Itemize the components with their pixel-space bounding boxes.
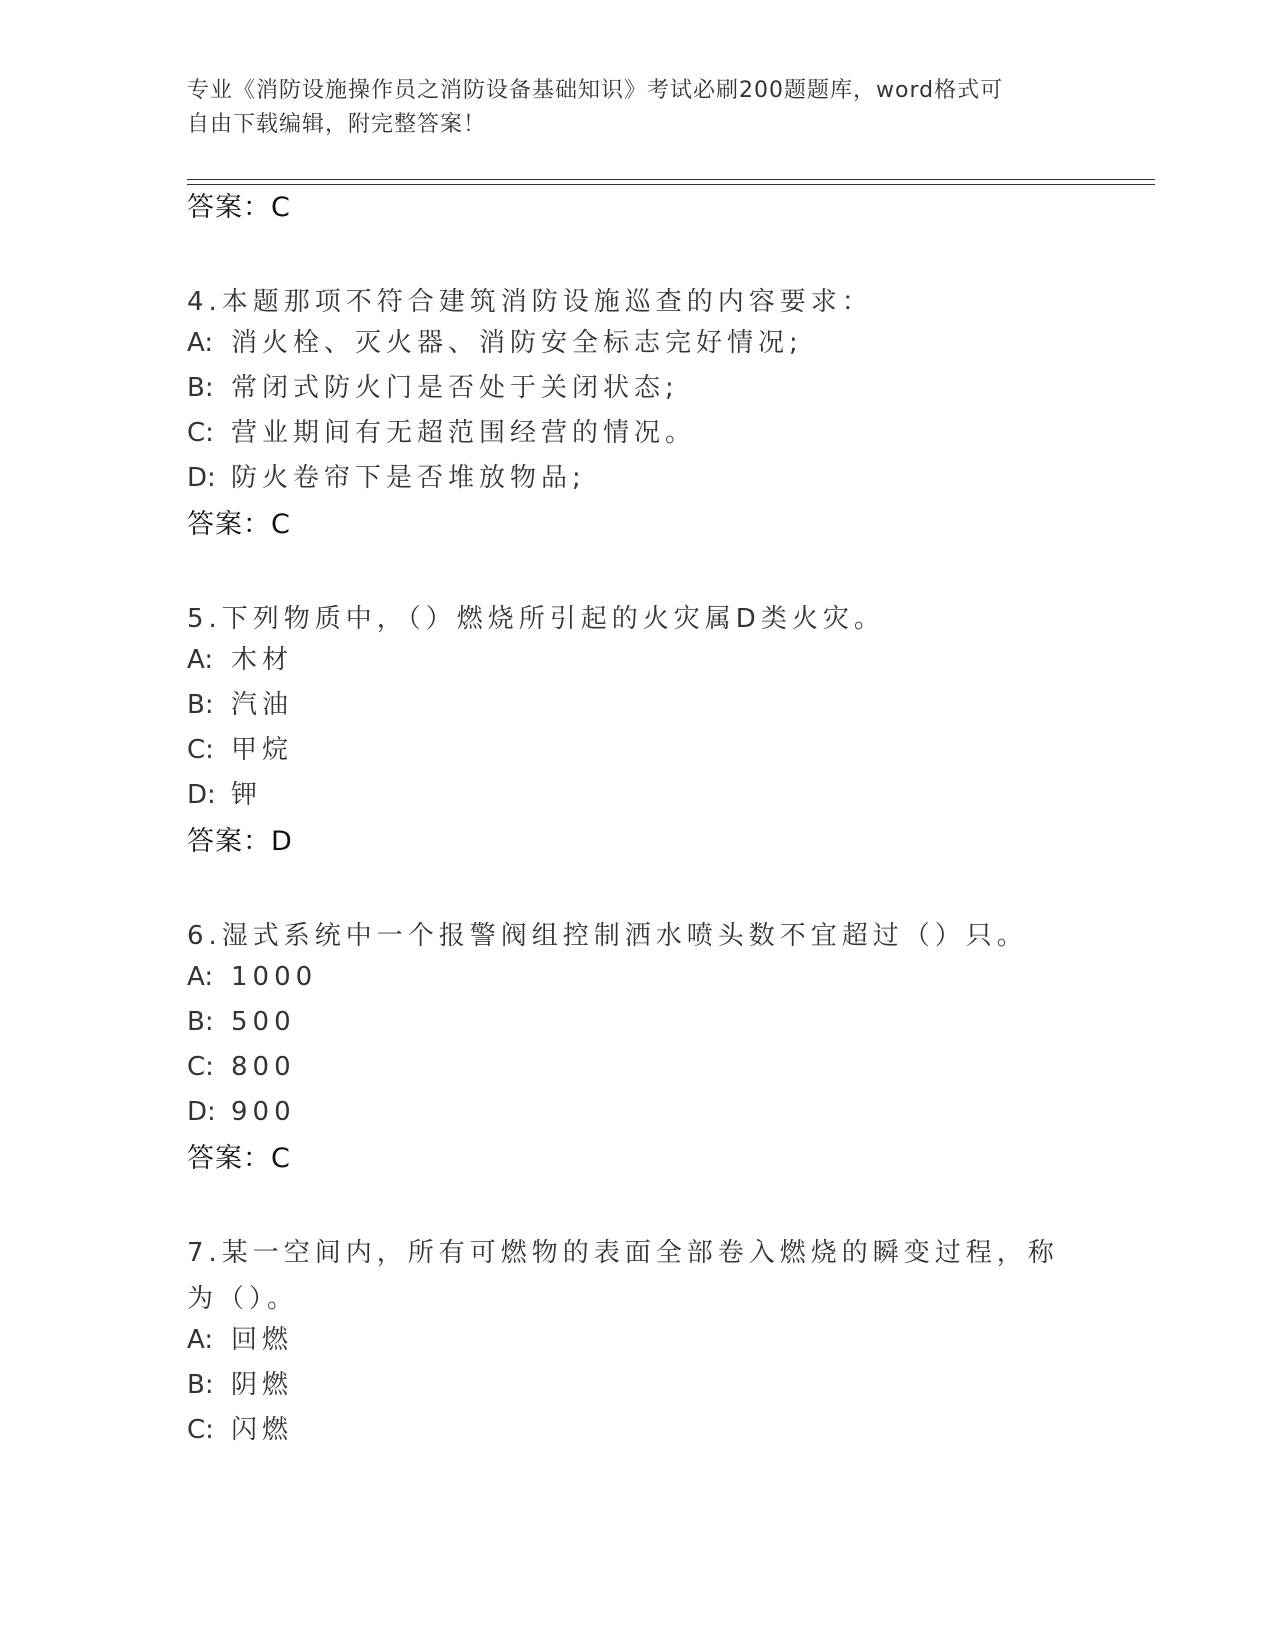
option-text: 闪燃: [231, 1415, 294, 1445]
option-text: 800: [231, 1052, 296, 1082]
option-text: 阴燃: [231, 1370, 294, 1400]
option-key: B:: [187, 1007, 214, 1037]
option-text: 甲烷: [231, 735, 294, 765]
header-divider-top: [187, 179, 1155, 180]
option-key: C:: [187, 418, 214, 448]
header-line-1: 专业《消防设施操作员之消防设备基础知识》考试必刷200题题库，word格式可: [187, 78, 1004, 103]
option-key: A:: [187, 1325, 214, 1355]
option-text: 营业期间有无超范围经营的情况。: [231, 418, 697, 448]
option-key: B:: [187, 1370, 214, 1400]
document-header: [187, 74, 1067, 142]
question-6-option-c: [187, 1049, 296, 1085]
question-5-text: 5.下列物质中，（）燃烧所引起的火灾属D类火灾。: [187, 604, 885, 634]
option-key: D:: [187, 780, 216, 810]
option-text: 1000: [231, 962, 318, 992]
option-key: C:: [187, 1415, 214, 1445]
option-text: 消火栓、灭火器、消防安全标志完好情况;: [231, 328, 803, 358]
option-text: 防火卷帘下是否堆放物品;: [231, 463, 586, 493]
option-text: 木材: [231, 645, 294, 675]
option-key: A:: [187, 328, 214, 358]
question-7-option-a: [187, 1322, 293, 1358]
question-6-option-b: [187, 1004, 296, 1040]
option-text: 常闭式防火门是否处于关闭状态;: [231, 373, 679, 403]
question-4-option-a: [187, 325, 803, 361]
header-divider-bottom: [187, 184, 1155, 185]
option-key: B:: [187, 373, 214, 403]
option-key: A:: [187, 645, 214, 675]
option-key: A:: [187, 962, 214, 992]
question-6-option-d: [187, 1094, 296, 1130]
option-text: 500: [231, 1007, 296, 1037]
question-6-answer: 答案：C: [187, 1143, 291, 1174]
option-key: D:: [187, 463, 216, 493]
option-key: D:: [187, 1097, 216, 1127]
question-5-option-d: [187, 777, 262, 813]
option-key: C:: [187, 1052, 214, 1082]
question-7-option-b: [187, 1367, 293, 1403]
question-5-option-b: [187, 687, 293, 723]
option-text: 汽油: [231, 690, 294, 720]
option-text: 900: [231, 1097, 296, 1127]
question-4-option-c: [187, 415, 696, 451]
question-5-option-a: [187, 642, 293, 678]
header-line-2: 自由下载编辑，附完整答案！: [187, 112, 487, 137]
question-7-option-c: [187, 1412, 293, 1448]
option-key: B:: [187, 690, 214, 720]
question-6-option-a: [187, 959, 317, 995]
question-4-option-d: [187, 460, 586, 496]
answer-prev: 答案：C: [187, 192, 291, 223]
question-6-text: 6.湿式系统中一个报警阀组控制洒水喷头数不宜超过（）只。: [187, 921, 1028, 951]
option-key: C:: [187, 735, 214, 765]
question-4-text: 4.本题那项不符合建筑消防设施巡查的内容要求：: [187, 287, 873, 317]
question-7-text: 7.某一空间内，所有可燃物的表面全部卷入燃烧的瞬变过程，称为（）。: [187, 1238, 1059, 1314]
question-5-option-c: [187, 732, 293, 768]
question-4-option-b: [187, 370, 679, 406]
question-4-answer: 答案：C: [187, 509, 291, 540]
option-text: 回燃: [231, 1325, 294, 1355]
option-text: 钾: [231, 780, 263, 810]
question-5-answer: 答案：D: [187, 826, 293, 857]
